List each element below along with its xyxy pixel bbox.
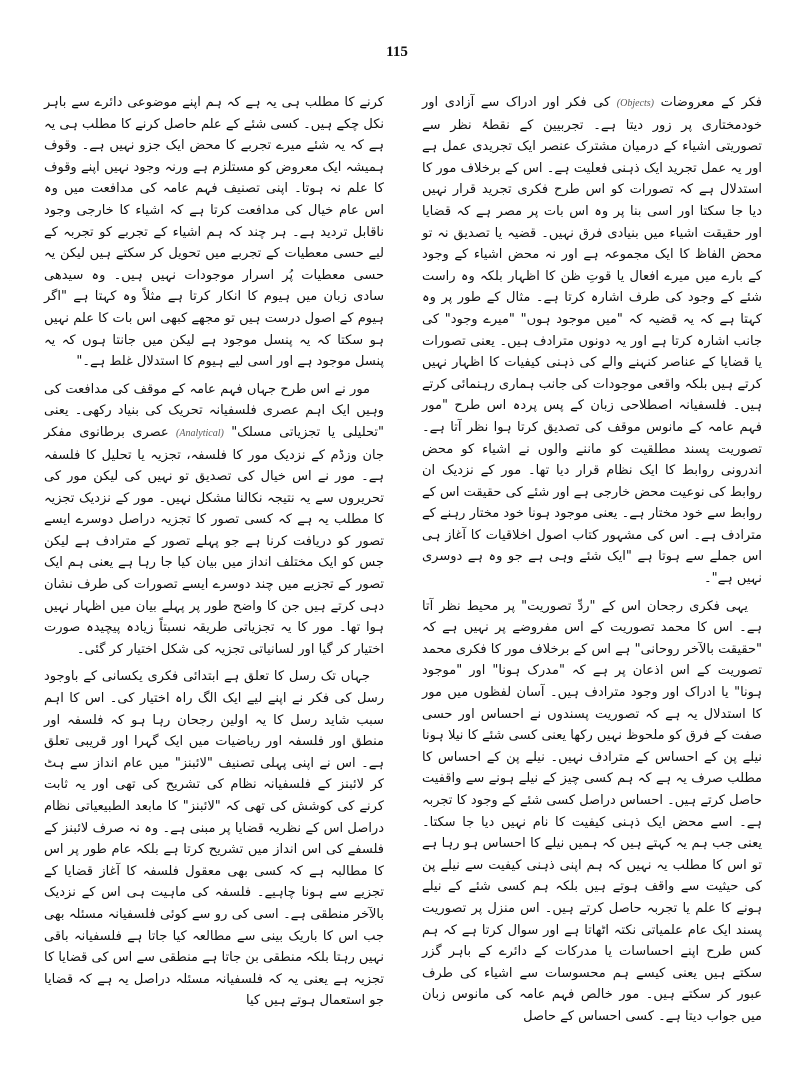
paragraph-text: فکر کے معروضات bbox=[660, 95, 763, 110]
english-gloss: (Objects) bbox=[616, 98, 655, 109]
paragraph: یہی فکری رجحان اس کے "ردِّ تصوریت" پر محیط نظر آتا ہے۔ اس کا محمد تصوریت کے اس مفروضے پر نہیں ہے کہ "حقیقت بالآخر روحانی" ہے اس کے برخلاف مور کا فکری محمد تصوریت کے اس اذعان پر ہے کہ "مدرک ہونا" اور "موجود ہونا" یا ادراک اور وجود مترادف ہیں۔ آسان لفظوں میں مور کا استدلال یہ ہے کہ تصوریت پسندوں نے احساس اور حسی صفت کے فرق کو ملحوظ نہیں رکھا یعنی کسی شئے کا نیلا ہونا نیلے پن کے احساس کے مترادف نہیں۔ نیلے پن کے احساس کا مطلب صرف یہ ہے کہ ہم کسی چیز کے نیلے ہونے سے واقفیت حاصل کرتے ہیں۔ احساس دراصل کسی شئے کے وجود کا تجربہ ہے۔ اسے محض ایک ذہنی کیفیت کا نام نہیں دیا جا سکتا۔ یعنی جب ہم یہ کہتے ہیں کہ ہمیں نیلے کا احساس ہو رہا ہے تو اس کا مطلب یہ نہیں کہ ہم اپنی ذہنی کیفیت سے نیلے پن کی حیثیت سے واقف ہوتے ہیں بلکہ ہم کسی شئے کے نیلے ہونے کا علم یا تجربہ حاصل کرتے ہیں۔ اس منزل پر تصوریت پسند ایک عام علمیاتی نکتہ اٹھاتا ہے اور سوال کرتا ہے کہ ہم کس طرح اپنے احساسات یا مدرکات کے دائرے کے باہر گزر سکتے ہیں یعنی کیسے ہم محسوسات سے اشیاء کی طرف عبور کر سکتے ہیں۔ مور خالص فہم عامہ کی مانوس زبان میں جواب دیتا ہے۔ کسی احساس کے حاصل bbox=[422, 598, 762, 1024]
paragraph bbox=[422, 92, 762, 590]
left-column bbox=[44, 92, 384, 1018]
right-column bbox=[422, 92, 762, 1034]
paragraph-text: کی فکر اور ادراک سے آزادی اور خودمختاری پر زور دیتا ہے۔ تجربیین کے نقطۂ نظر سے تصوریتی اشیاء کے درمیان مشترک عنصر ایک تجریدی عمل ہے اور یہ عمل تجرید ایک ذہنی فعلیت ہے۔ اس کے برخلاف مور کا استدلال ہے کہ تصورات کو اس طرح فکری تجرید قرار نہیں دیا جا سکتا اور اسی بنا پر وہ اس بات پر مصر ہے کہ قضایا اور حقیقت اشیاء میں بنیادی فرق نہیں۔ قضیہ یا تصدیق نہ تو محض الفاظ کا ایک مجموعہ ہے اور نہ محض اشیاء کے وجود کے بارے میں میرے افعال یا قوتِ ظن کا اظہار بلکہ وہ راست شئے کے وجود کی طرف اشارہ کرتا ہے۔ مثال کے طور پر وہ کہتا ہے کہ یہ قضیہ کہ "میں موجود ہوں" "میرے وجود" کی جانب اشارہ کرتا ہے اور یہ دونوں مترادف ہیں۔ یعنی تصورات یا قضایا کے عناصر کنہنے والے کی ذہنی کیفیات کا اظہار نہیں کرتے ہیں بلکہ واقعی موجودات کی جانب ہماری رہنمائی کرتے ہیں۔ فلسفیانہ اصطلاحی زبان کے پس پردہ اس طرح "مور فہم عامہ کے مانوس موقف کی تصدیق کرتا ہوا نظر آتا ہے۔ تصوریت پسند مطلقیت کو ماننے والوں نے اشیاء کو محض اندرونی روابط کا ایک نظام قرار دیا تھا۔ مور کے نزدیک ان روابط کی نوعیت محض خارجی ہے اور شئے کی حقیقت اس کے روابط سے خود مختار ہے۔ یعنی موجود ہونا خود مختار رہنے کے مترادف ہے۔ اس کی مشہور کتاب اصول اخلاقیات کا آغاز ہی اس جملے سے ہوتا ہے "ایک شئے وہی ہے جو وہ ہے دوسری نہیں ہے"۔ bbox=[422, 95, 762, 587]
paragraph bbox=[44, 379, 384, 661]
paragraph-text: مور نے اس طرح جہاں فہم عامہ کے موقف کی مدافعت کی وہیں ایک اہم عصری فلسفیانہ تحریک کی بنیاد رکھی۔ یعنی "تحلیلی یا تجزیاتی مسلک" bbox=[44, 381, 384, 440]
paragraph: کرنے کا مطلب ہی یہ ہے کہ ہم اپنے موضوعی دائرے سے باہر نکل چکے ہیں۔ کسی شئے کے علم حاصل کرنے کا مطلب ہی یہ ہے کہ یہ شئے میرے تجربے کا محض ایک جزو نہیں ہے۔ وقوف ہمیشہ ایک معروض کو مستلزم ہے ورنہ وجود نہیں اپنے وقوف کا علم نہ ہوتا۔ اپنی تصنیف فہم عامہ کی مدافعت میں وہ اس عام خیال کی مدافعت کرتا ہے کہ اشیاء کا خارجی وجود ناقابل تردید ہے۔ ہر چند کہ ہم اشیاء کے تجربے کو تجربہ کے لیے حسی معطیات کے تجربے میں تحویل کر سکتے ہیں لیکن یہ حسی معطیات پُر اسرار موجودات نہیں ہیں۔ وہ سیدھی سادی زبان میں ہیوم کا انکار کرتا ہے مثلاً وہ کہتا ہے "اگر ہیوم کے اصول درست ہیں تو مجھے کبھی اس بات کا علم نہیں ہو سکتا کہ یہ پنسل موجود ہے لیکن میں جانتا ہوں کہ یہ پنسل موجود ہے اور اسی لیے ہیوم کا استدلال غلط ہے۔" bbox=[44, 95, 384, 370]
page-number: 115 bbox=[386, 44, 408, 60]
english-gloss: (Analytical) bbox=[176, 427, 224, 439]
paragraph-text: عصری برطانوی مفکر جان وزڈم کے نزدیک مور کا فلسفہ، تجزیہ یا تحلیل کا فلسفہ ہے۔ مور نے اس خیال کی تصدیق تو نہیں کی لیکن مور کی تحریروں سے یہ نتیجہ نکالنا مشکل نہیں۔ مور کے نزدیک تجزیہ کا مطلب یہ ہے کہ کسی تصور کا تجزیہ دراصل دوسرے ایسے تصور کو دریافت کرنا ہے جو پہلے تصور کے مترادف ہے لیکن جس کو ایک مختلف انداز میں بیان کیا جا رہا ہے یعنی ہم ایک تصور کے تجزیے میں چند دوسرے ایسے تصورات کی طرف نشان دہی کرتے ہیں جن کا واضح طور پر پہلے بیان میں اظہار نہیں ہوا تھا۔ مور کا یہ تجزیاتی طریقہ نسبتاً زیادہ پیچیدہ صورت اختیار کر گیا اور لسانیاتی تجزیہ کی شکل اختیار کر گئی۔ bbox=[44, 424, 384, 657]
paragraph: جہاں تک رسل کا تعلق ہے ابتدائی فکری یکسانی کے باوجود رسل کی فکر نے اپنے لیے ایک الگ راہ اختیار کی۔ اس کا اہم سبب شاید رسل کا یہ اولین رجحان رہا ہو کہ فلسفہ اور منطق اور فلسفہ اور ریاضیات میں ایک گہرا اور قریبی تعلق ہے۔ اس نے اپنی پہلی تصنیف "لائبنز" میں عام انداز سے ہٹ کر لائبنز کے فلسفیانہ نظام کی تشریح کی تھی اور یہ ثابت کرنے کی کوشش کی تھی کہ "لائبنز" کا مابعد الطبیعیاتی نظام دراصل اس کے نظریہ قضایا پر مبنی ہے۔ وہ نہ صرف لائبنز کے فلسفے کی اس انداز میں تشریح کرتا ہے بلکہ عام طور پر اس کا مطالبہ ہے کہ کسی بھی معقول فلسفہ کا آغاز قضایا کے تجزیے سے ہونا چاہیے۔ فلسفہ کی ماہیت ہی اس کے نزدیک بالآخر منطقی ہے۔ اسی کی رو سے کوئی فلسفیانہ مسئلہ بھی جب اس کا باریک بینی سے مطالعہ کیا جاتا ہے فلسفیانہ باقی نہیں رہتا بلکہ منطقی بن جاتا ہے منطقی سے اس کی قضایا کا تجزیہ ہے یعنی یہ کہ فلسفیانہ مسئلہ دراصل یہ ہے کہ قضایا جو استعمال ہوتے ہیں کیا bbox=[44, 669, 384, 1009]
